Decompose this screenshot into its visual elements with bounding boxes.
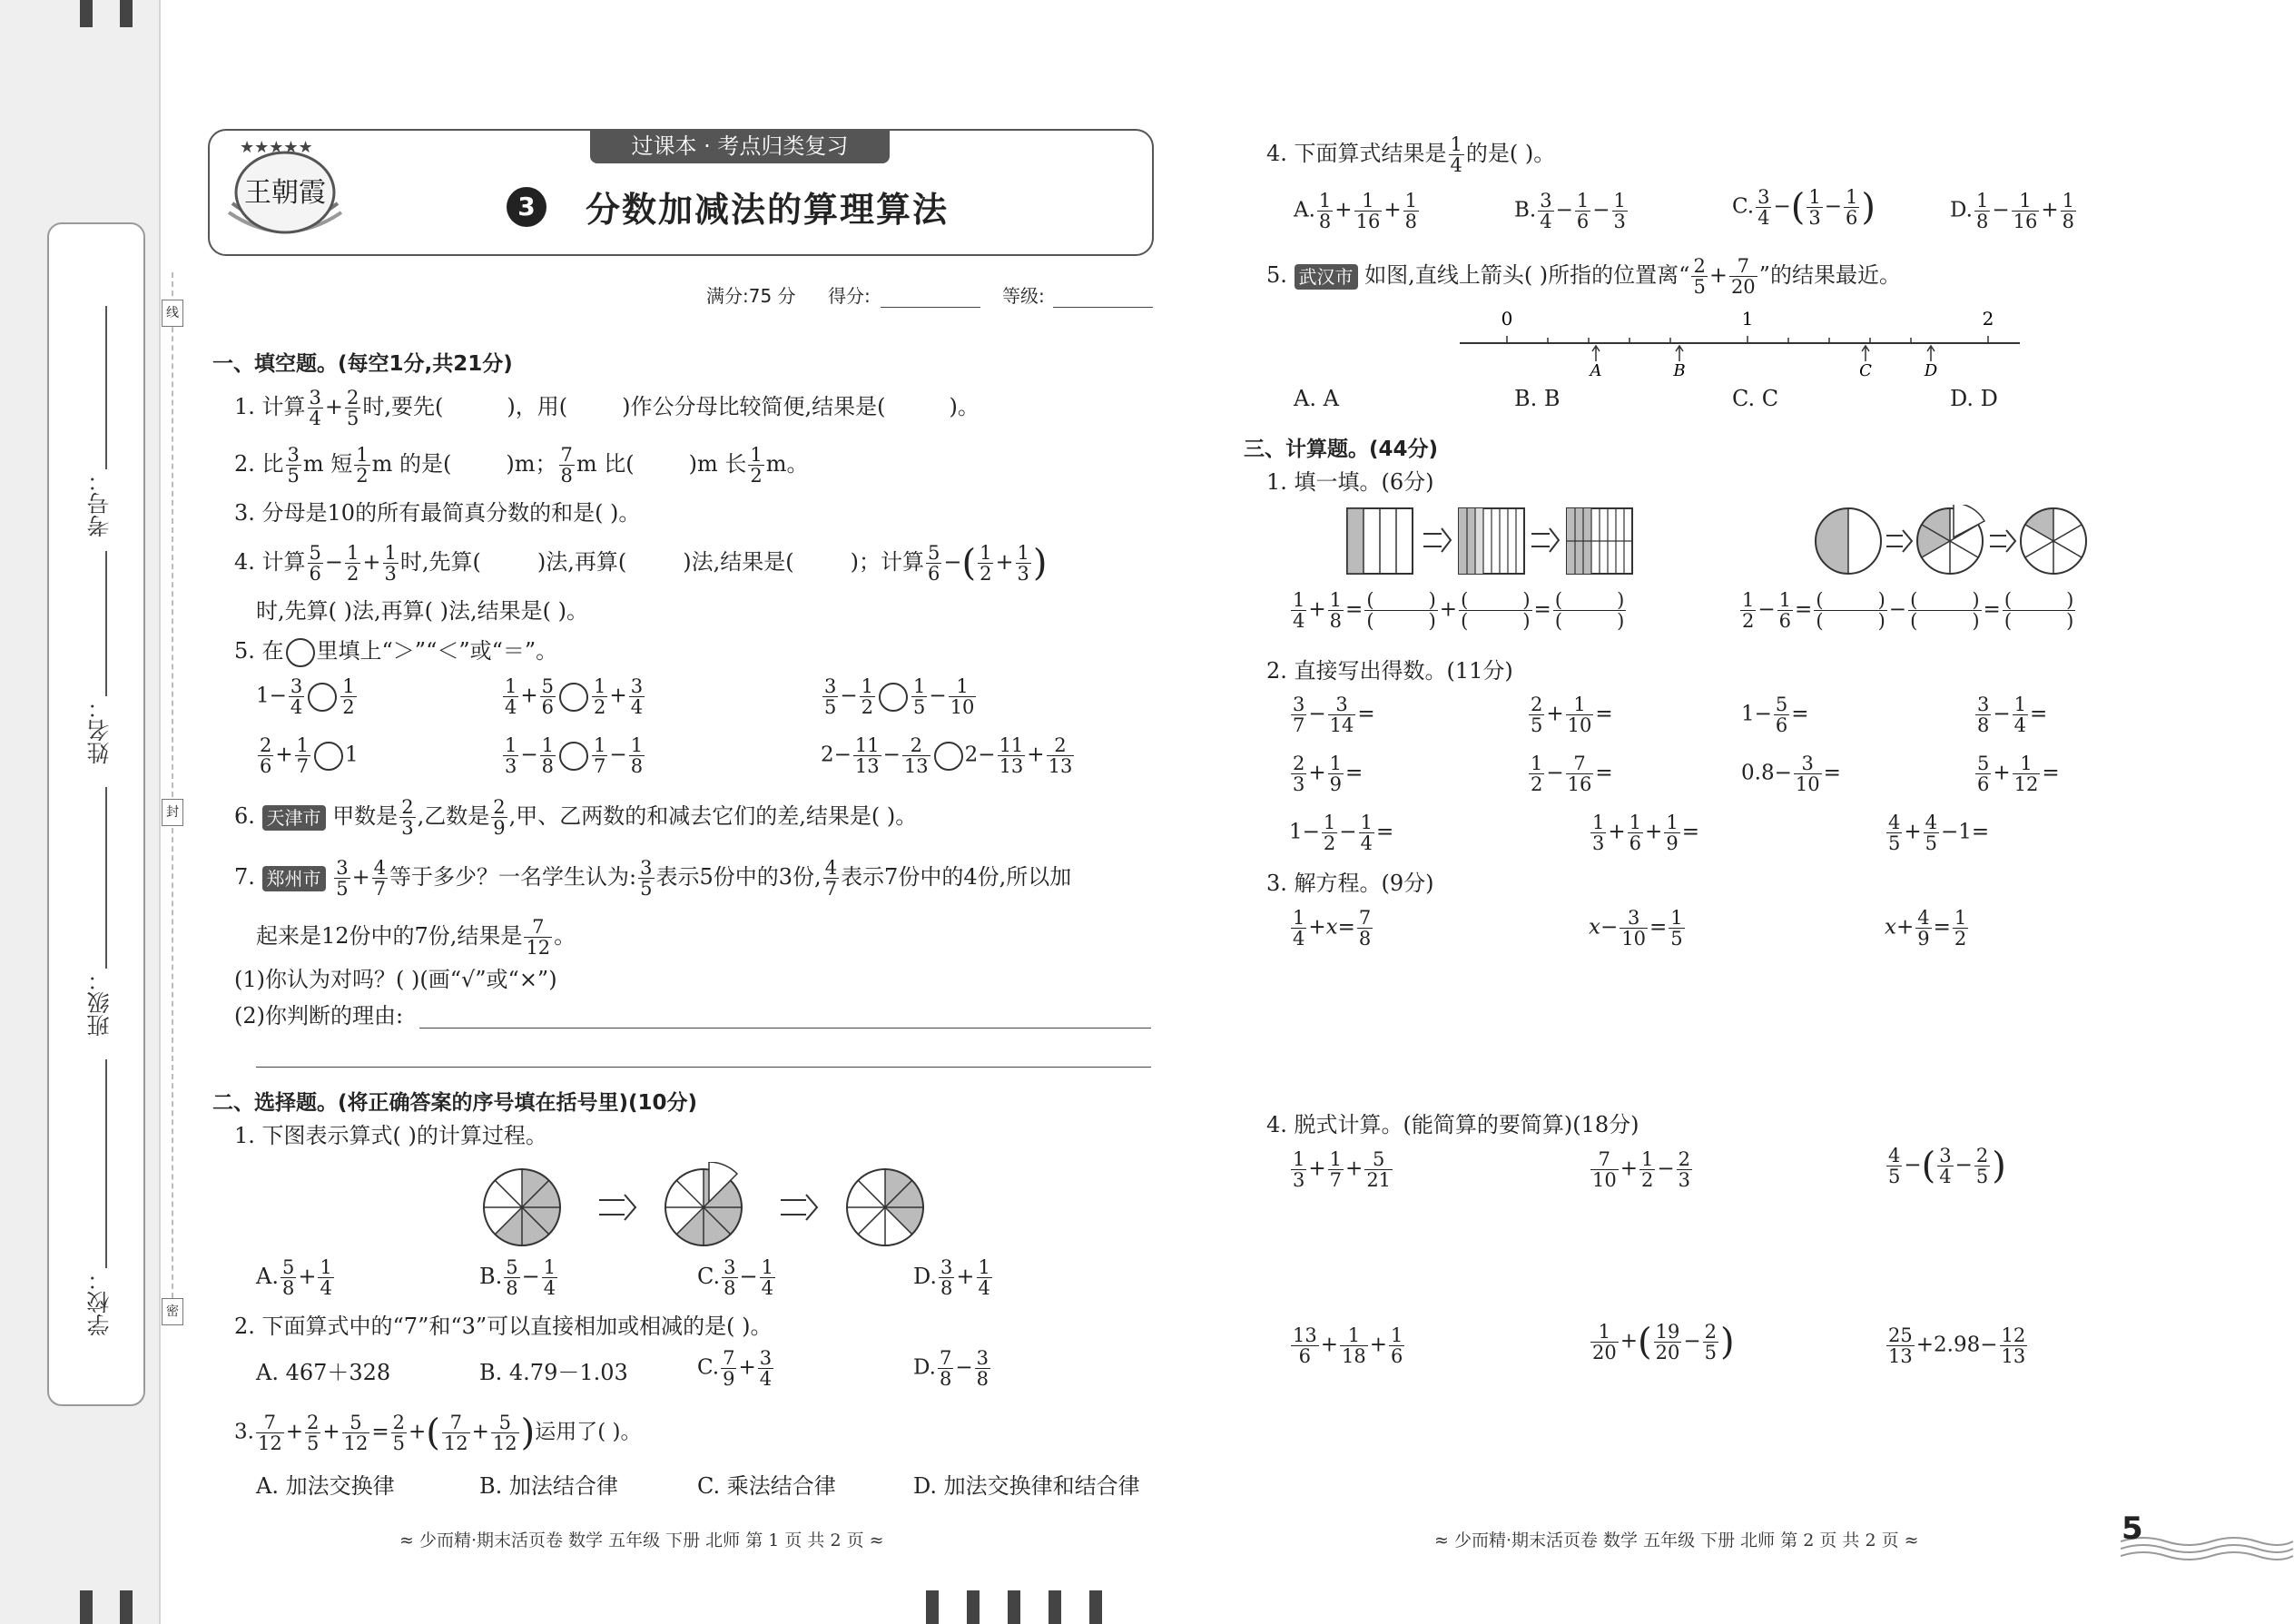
section-tab: 过课本 · 考点归类复习 [590,129,890,163]
class-label: 班级： [86,969,113,1037]
calc-item: $\frac{3}{7}$ − $\frac{3}{14}$ = [1293,694,1375,737]
point-c: C [1859,361,1872,378]
stepwise-item: $\frac{7}{10}$ + $\frac{1}{2}$ − $\frac{2}{3}$ [1592,1148,1691,1192]
compare-circle-icon[interactable] [308,683,337,712]
option-a[interactable]: A. 467＋328 [256,1360,391,1385]
stepwise-item: $\frac{4}{5}$ −( $\frac{3}{4}$ − $\frac{2}{5}$ ) [1888,1145,2006,1188]
calc-item: $\frac{5}{6}$ + $\frac{1}{12}$ = [1977,753,2060,796]
calc-item: 1− $\frac{1}{2}$ − $\frac{1}{4}$ = [1289,812,1394,855]
section-calc-title: 三、计算题。(44分) [1244,438,1439,461]
full-score: 满分:75 分 [706,285,796,307]
compare-circle-icon [286,638,315,667]
question-3-4: 4. 脱式计算。(能简算的要简算)(18分) [1266,1112,1639,1137]
grade-field[interactable] [1053,307,1153,308]
question-2-5: 5. 武汉市 如图,直线上箭头( )所指的位置离“ $\frac{2}{5}$ + $\frac{7}{20}$ ”的结果最近。 [1266,255,1901,299]
question-3-2: 2. 直接写出得数。(11分) [1266,658,1513,684]
question-1-5: 5. 在 里填上“＞”“＜”或“＝”。 [234,635,557,667]
option-d[interactable]: D. $\frac{7}{8}$ − $\frac{3}{8}$ [913,1347,989,1391]
cut-mark: 密 [162,1298,183,1325]
registration-mark [80,0,93,27]
option-c[interactable]: C. C [1732,386,1779,411]
region-badge: 天津市 [262,805,326,831]
page-number: 5 [2122,1511,2143,1547]
point-b: B [1673,361,1686,378]
calc-item: 0.8− $\frac{3}{10}$ = [1741,753,1841,796]
calc-item: $\frac{1}{2}$ − $\frac{7}{16}$ = [1531,753,1613,796]
question-3-3: 3. 解方程。(9分) [1266,871,1434,896]
score-field[interactable] [881,307,980,308]
point-a: A [1590,361,1602,378]
option-b[interactable]: B. 4.79－1.03 [479,1360,628,1385]
compare-circle-icon[interactable] [934,742,963,771]
compare-item: $\frac{1}{4}$ + $\frac{5}{6}$ $\frac{1}{2}$ + $\frac{3}{4}$ [505,675,644,719]
option-d[interactable]: D. $\frac{3}{8}$ + $\frac{1}{4}$ [913,1256,990,1300]
student-info-box [47,222,145,1406]
pie-3-eighths [847,1169,923,1245]
school-field[interactable] [105,1059,107,1268]
question-1-7-part2: (2)你判断的理由: [234,1003,404,1029]
exam-number-label: 考号： [86,469,113,537]
tick-0: 0 [1501,308,1513,330]
question-2-3: 3. $\frac{7}{12}$ + $\frac{2}{5}$ + $\frac{5}{12}$ = $\frac{2}{5}$ +( $\frac{7}{12}$ + $\frac{5}{12}$ )运用了( )。 [234,1412,642,1455]
rectangle-fraction-diagram [1345,507,1636,579]
pie-5-eighths [484,1169,560,1245]
option-a[interactable]: A. $\frac{5}{8}$ + $\frac{1}{4}$ [256,1256,332,1300]
registration-mark [967,1590,980,1624]
compare-circle-icon[interactable] [559,683,588,712]
option-a[interactable]: A. A [1294,386,1339,411]
cut-mark: 线 [162,300,183,327]
region-badge: 郑州市 [262,866,326,891]
fill-equation: $\frac{1}{2}$ − $\frac{1}{6}$ = ( ) ( ) − ( ) ( ) = ( ) ( ) [1742,589,2074,633]
region-badge: 武汉市 [1295,264,1358,290]
question-1-7-part1: (1)你认为对吗？( )(画“√”或“×”) [234,967,557,992]
question-3-1: 1. 填一填。(6分) [1266,469,1434,495]
equation-item: $\frac{1}{4}$ +x= $\frac{7}{8}$ [1293,907,1372,950]
question-2-4: 4. 下面算式结果是 $\frac{1}{4}$ 的是( )。 [1266,133,1556,177]
option-d[interactable]: D. $\frac{1}{8}$ − $\frac{1}{16}$ + $\frac{1}{8}$ [1950,190,2074,233]
stepwise-item: $\frac{13}{6}$ + $\frac{1}{18}$ + $\frac{1}{6}$ [1293,1324,1403,1368]
option-b[interactable]: B. $\frac{5}{8}$ − $\frac{1}{4}$ [479,1256,556,1300]
section-choice-title: 二、选择题。(将正确答案的序号填在括号里)(10分) [212,1091,698,1115]
question-1-1: 1. 计算 $\frac{3}{4}$ + $\frac{2}{5}$ 时,要先( )，用( )作公分母比较简便,结果是( )。 [234,387,980,430]
logo-text: 王朝霞 [244,177,326,209]
registration-mark [1008,1590,1020,1624]
school-label: 学校： [86,1268,113,1336]
fraction-pie-diagram [481,1162,935,1256]
calc-item: $\frac{3}{8}$ − $\frac{1}{4}$ = [1977,694,2048,737]
equation-item: x+ $\frac{4}{9}$ = $\frac{1}{2}$ [1885,907,1967,950]
registration-mark [120,0,133,27]
class-field[interactable] [105,787,107,969]
question-2-1: 1. 下图表示算式( )的计算过程。 [234,1123,547,1148]
option-c[interactable]: C. $\frac{3}{4}$ −( $\frac{1}{3}$ − $\frac{1}{6}$ ) [1732,186,1876,230]
compare-item: 2− $\frac{11}{13}$ − $\frac{2}{13}$ 2− $\frac{11}{13}$ + $\frac{2}{13}$ [821,734,1073,778]
registration-mark [1049,1590,1061,1624]
fill-equation: $\frac{1}{4}$ + $\frac{1}{8}$ = ( ) ( ) + ( ) ( ) = ( ) ( ) [1293,589,1625,633]
compare-item: $\frac{3}{5}$ − $\frac{1}{2}$ $\frac{1}{5}$ − $\frac{1}{10}$ [824,675,975,719]
question-1-7: 7. 郑州市 $\frac{3}{5}$ + $\frac{4}{7}$ 等于多少？一名学生认为: $\frac{3}{5}$ 表示5份中的3份, $\frac{4}{7}$ 表示7份中的4份,所以加 [234,857,1072,901]
reason-answer-line[interactable] [419,1028,1151,1029]
wave-decoration [2121,1534,2293,1565]
calc-item: $\frac{2}{5}$ + $\frac{1}{10}$ = [1531,694,1613,737]
compare-circle-icon[interactable] [879,683,908,712]
exam-number-field[interactable] [105,306,107,469]
pie-subtract [665,1162,742,1245]
option-d[interactable]: D. D [1950,386,1998,411]
option-c[interactable]: C. $\frac{3}{8}$ − $\frac{1}{4}$ [697,1256,773,1300]
page-title: 分数加减法的算理算法 [586,190,950,230]
calc-item: $\frac{2}{3}$ + $\frac{1}{9}$ = [1293,753,1364,796]
question-1-7-line2: 起来是12份中的7份,结果是 $\frac{7}{12}$ 。 [256,916,576,960]
publisher-logo [225,136,345,243]
calc-item: $\frac{1}{3}$ + $\frac{1}{6}$ + $\frac{1}{9}$ = [1592,812,1699,855]
question-1-6: 6. 天津市 甲数是 $\frac{2}{3}$ ,乙数是 $\frac{2}{9}$ ,甲、乙两数的和减去它们的差,结果是( )。 [234,796,918,840]
registration-mark [1089,1590,1102,1624]
stepwise-item: $\frac{1}{20}$ +( $\frac{19}{20}$ − $\frac{2}{5}$ ) [1592,1321,1735,1364]
tick-1: 1 [1741,308,1754,330]
registration-mark [120,1590,133,1624]
equation-item: x− $\frac{3}{10}$ = $\frac{1}{5}$ [1589,907,1683,950]
footer-left: ≈ 少而精·期末活页卷 数学 五年级 下册 北师 第 1 页 共 2 页 ≈ [399,1530,884,1550]
question-1-4: 4. 计算 $\frac{5}{6}$ − $\frac{1}{2}$ + $\frac{1}{3}$ 时,先算( )法,再算( )法,结果是( )；计算 $\frac{5}{6}$ −( $\frac{1}{2}$ + $\frac{1}{3}$ ) [234,542,1048,586]
option-d[interactable]: D. 加法交换律和结合律 [913,1473,1140,1499]
footer-right: ≈ 少而精·期末活页卷 数学 五年级 下册 北师 第 2 页 共 2 页 ≈ [1434,1530,1919,1550]
calc-item: $\frac{4}{5}$ + $\frac{4}{5}$ −1= [1888,812,1990,855]
name-field[interactable] [105,551,107,696]
question-2-2: 2. 下面算式中的“7”和“3”可以直接相加或相减的是( )。 [234,1314,773,1339]
option-b[interactable]: B. 加法结合律 [479,1473,618,1499]
compare-circle-icon[interactable] [314,742,343,771]
point-d: D [1924,361,1938,378]
score-label: 得分: [828,285,871,307]
cut-mark: 封 [162,799,183,826]
question-1-4-line2: 时,先算( )法,再算( )法,结果是( )。 [256,598,588,624]
registration-mark [80,1590,93,1624]
option-c[interactable]: C. $\frac{7}{9}$ + $\frac{3}{4}$ [697,1347,773,1391]
option-b[interactable]: B. B [1514,386,1561,411]
tick-2: 2 [1982,308,1994,330]
option-a[interactable]: A. 加法交换律 [256,1473,395,1499]
compare-circle-icon[interactable] [559,742,588,771]
name-label: 姓名： [86,696,113,764]
option-b[interactable]: B. $\frac{3}{4}$ − $\frac{1}{6}$ − $\frac{1}{3}$ [1514,190,1626,233]
option-c[interactable]: C. 乘法结合律 [697,1473,836,1499]
compare-item: $\frac{2}{6}$ + $\frac{1}{7}$ 1 [260,734,359,778]
compare-item: 1− $\frac{3}{4}$ $\frac{1}{2}$ [256,675,355,719]
question-1-3: 3. 分母是10的所有最简真分数的和是( )。 [234,500,641,526]
calc-item: 1− $\frac{5}{6}$ = [1741,694,1809,737]
grade-label: 等级: [1002,285,1045,307]
number-line [1452,305,2033,381]
unit-number: 3 [507,187,546,227]
stepwise-item: $\frac{1}{3}$ + $\frac{1}{7}$ + $\frac{5}{21}$ [1293,1148,1392,1192]
compare-item: $\frac{1}{3}$ − $\frac{1}{8}$ $\frac{1}{7}$ − $\frac{1}{8}$ [505,734,644,778]
section-fill-blank-title: 一、填空题。(每空1分,共21分) [212,352,513,376]
registration-mark [926,1590,939,1624]
stepwise-item: $\frac{25}{13}$ +2.98− $\frac{12}{13}$ [1888,1324,2026,1368]
circle-fraction-diagram [1812,505,2093,581]
reason-answer-line[interactable] [256,1067,1151,1068]
svg-text:★★★★★: ★★★★★ [240,138,313,157]
option-a[interactable]: A. $\frac{1}{8}$ + $\frac{1}{16}$ + $\frac{1}{8}$ [1294,190,1417,233]
question-1-2: 2. 比 $\frac{3}{5}$ m 短 $\frac{1}{2}$ m 的是( )m； $\frac{7}{8}$ m 比( )m 长 $\frac{1}{2}$ m。 [234,444,809,487]
